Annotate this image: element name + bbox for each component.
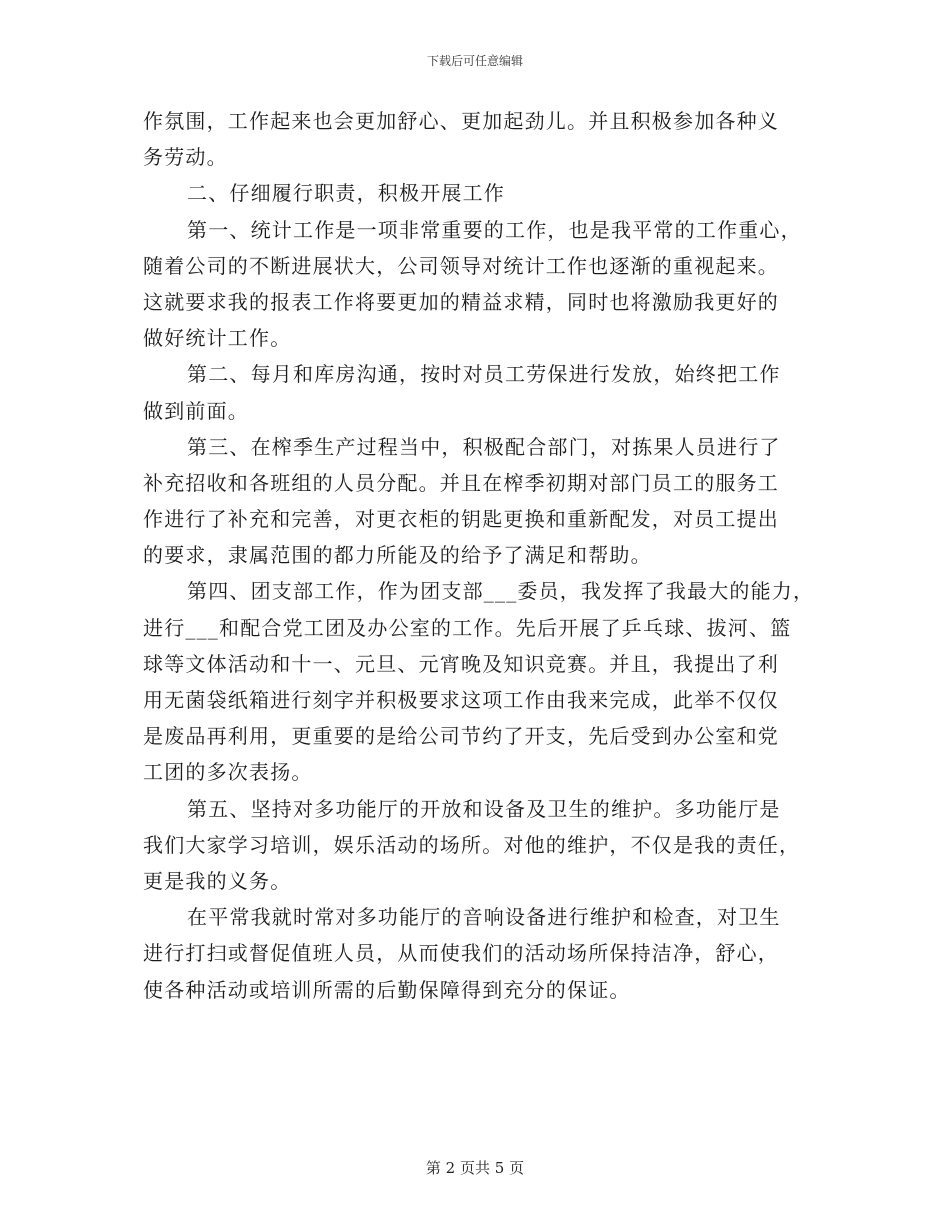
text-line: 第五、坚持对多功能厅的开放和设备及卫生的维护。多功能厅是	[187, 796, 781, 821]
text-line: 进行___和配合党工团及办公室的工作。先后开展了乒乓球、拔河、篮	[143, 615, 792, 640]
text-line: 的要求，隶属范围的都力所能及的给予了满足和帮助。	[143, 543, 652, 568]
text-line: 工团的多次表扬。	[143, 760, 313, 785]
text-line: 第四、团支部工作，作为团支部___委员，我发挥了我最大的能力，	[187, 579, 815, 604]
text-line: 进行打扫或督促值班人员，从而使我们的活动场所保持洁净，舒心，	[143, 941, 779, 966]
text-line: 做好统计工作。	[143, 326, 292, 351]
text-line: 第二、每月和库房沟通，按时对员工劳保进行发放，始终把工作	[187, 362, 781, 387]
text-line: 在平常我就时常对多功能厅的音响设备进行维护和检查，对卫生	[187, 905, 781, 930]
text-line: 第一、统计工作是一项非常重要的工作，也是我平常的工作重心，	[187, 217, 802, 242]
text-line: 是废品再利用，更重要的是给公司节约了开支，先后受到办公室和党	[143, 724, 779, 749]
text-line: 用无菌袋纸箱进行刻字并积极要求这项工作由我来完成，此举不仅仅	[143, 688, 779, 712]
page-footer: 第 2 页共 5 页	[425, 1159, 525, 1177]
text-line: 做到前面。	[143, 398, 249, 423]
body-text	[143, 103, 813, 1008]
page-header: 下载后可任意编辑	[426, 54, 523, 68]
text-line: 作进行了补充和完善，对更衣柜的钥匙更换和重新配发，对员工提出	[143, 507, 779, 532]
text-line: 随着公司的不断进展状大，公司领导对统计工作也逐渐的重视起来。	[143, 253, 779, 278]
text-line: 这就要求我的报表工作将要更加的精益求精，同时也将激励我更好的	[143, 289, 779, 314]
text-line: 使各种活动或培训所需的后勤保障得到充分的保证。	[143, 977, 631, 1002]
text-line: 我们大家学习培训，娱乐活动的场所。对他的维护，不仅是我的责任，	[143, 832, 801, 857]
text-line: 补充招收和各班组的人员分配。并且在榨季初期对部门员工的服务工	[143, 470, 779, 495]
text-line: 务劳动。	[143, 145, 228, 170]
text-line: 球等文体活动和十一、元旦、元宵晚及知识竞赛。并且，我提出了利	[143, 651, 779, 676]
text-line: 第三、在榨季生产过程当中，积极配合部门，对拣果人员进行了	[187, 434, 781, 459]
text-line: 作氛围，工作起来也会更加舒心、更加起劲儿。并且积极参加各种义	[143, 109, 779, 133]
text-line: 更是我的义务。	[143, 868, 292, 893]
text-line: 二、仔细履行职责，积极开展工作	[187, 181, 505, 206]
